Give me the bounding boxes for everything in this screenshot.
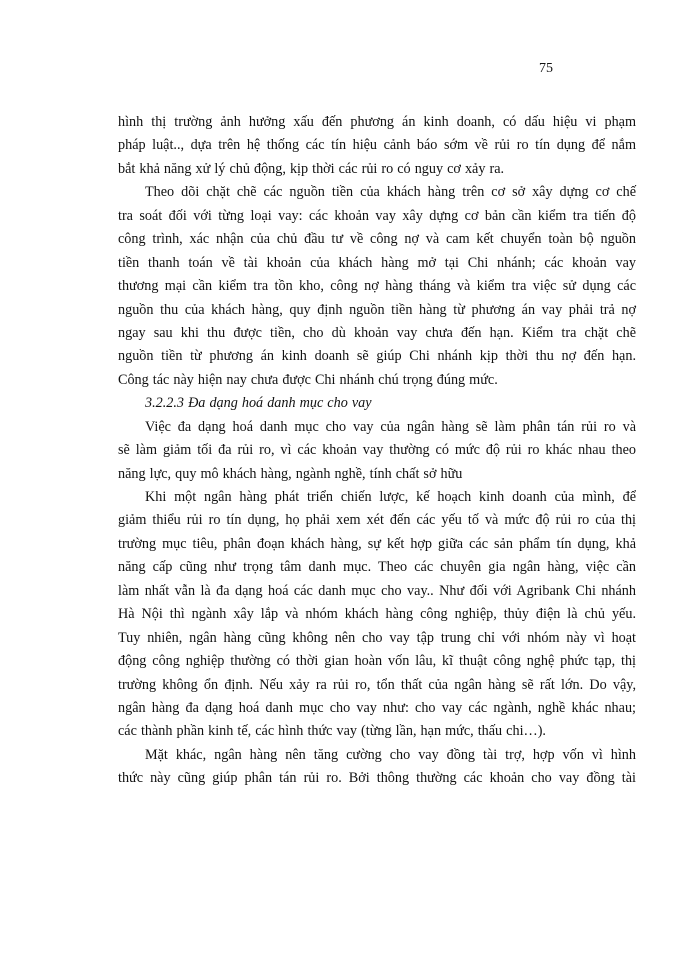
text-line: trường không ổn định. Nếu xảy ra rủi ro, tổn thất của ngân hàng sẽ rất lớn. Do vậy, bbox=[118, 676, 636, 693]
text-line: làm nhất vẫn là đa dạng hoá các danh mục cho vay.. Như đối với Agribank Chi nhánh bbox=[118, 582, 636, 599]
text-line: công trình, xác nhận của chủ đầu tư về công nợ và cam kết chuyển toàn bộ nguồn bbox=[118, 231, 636, 248]
text-line: bắt khả năng xử lý chủ động, kịp thời các rủi ro có nguy cơ xảy ra. bbox=[118, 160, 505, 177]
text-line: tiền thanh toán về tài khoản của khách hàng mở tại Chi nhánh; các khoản vay bbox=[118, 254, 636, 271]
text-line: ngay sau khi thu được tiền, cho dù khoản vay chưa đến hạn. Kiểm tra chặt chẽ bbox=[118, 324, 636, 341]
text-line: thương mại cần kiểm tra tồn kho, công nợ hàng tháng và kiểm tra việc sử dụng các bbox=[118, 278, 636, 295]
text-line: Theo dõi chặt chẽ các nguồn tiền của khách hàng trên cơ sở xây dựng cơ chế bbox=[145, 184, 636, 201]
text-line: giảm thiểu rủi ro tín dụng, họ phải xem xét đến các yếu tố và mức độ rủi ro của thị bbox=[118, 512, 636, 529]
text-line: các thành phần kinh tế, các hình thức vay (từng lần, hạn mức, thấu chi…). bbox=[118, 723, 546, 740]
text-line: sẽ làm giảm tối đa rủi ro, vì các khoản vay thường có mức độ rủi ro khác nhau theo bbox=[118, 442, 636, 459]
text-line: tra soát đối với từng loại vay: các khoản vay xây dựng cơ bản cần kiểm tra tiến độ bbox=[118, 207, 636, 224]
text-line: hình thị trường ảnh hưởng xấu đến phương án kinh doanh, có dấu hiệu vi phạm bbox=[118, 114, 636, 130]
text-line: trường mục tiêu, phân đoạn khách hàng, sự kết hợp giữa các sản phẩm tín dụng, khả bbox=[118, 535, 636, 552]
body-text bbox=[118, 111, 636, 791]
text-line: Công tác này hiện nay chưa được Chi nhánh chú trọng đúng mức. bbox=[118, 371, 498, 388]
text-line: nguồn thu của khách hàng, quy định nguồn tiền hàng từ phương án vay phải trả nợ bbox=[118, 301, 636, 318]
text-line: Khi một ngân hàng phát triển chiến lược, kế hoạch kinh doanh của mình, để bbox=[145, 489, 636, 505]
text-line: năng lực, quy mô khách hàng, ngành nghề, tính chất sở hữu bbox=[118, 465, 463, 482]
text-line: thức này cũng giúp phân tán rủi ro. Bởi thông thường các khoản cho vay đồng tài bbox=[118, 770, 636, 787]
text-line: nguồn tiền từ phương án kinh doanh sẽ giúp Chi nhánh kịp thời thu nợ đến hạn. bbox=[118, 348, 636, 365]
text-line: Mặt khác, ngân hàng nên tăng cường cho vay đồng tài trợ, hợp vốn vì hình bbox=[145, 746, 636, 763]
text-line: Hà Nội thì ngành xây lắp và nhóm khách hàng công nghiệp, thủy điện là chủ yếu. bbox=[118, 606, 636, 623]
text-line: Việc đa dạng hoá danh mục cho vay của ngân hàng sẽ làm phân tán rủi ro và bbox=[145, 418, 636, 435]
text-line: năng cấp cũng như trọng tâm danh mục. Theo các chuyên gia ngân hàng, việc cần bbox=[118, 559, 636, 576]
text-line: pháp luật.., dựa trên hệ thống các tín hiệu cảnh báo sớm về rủi ro tín dụng để nắm bbox=[118, 137, 636, 154]
page-number: 75 bbox=[539, 61, 553, 76]
section-heading: 3.2.2.3 Đa dạng hoá danh mục cho vay bbox=[145, 395, 372, 412]
text-line: động công nghiệp thường có thời gian hoàn vốn lâu, kĩ thuật công nghệ phức tạp, thị bbox=[118, 653, 636, 670]
text-line: Tuy nhiên, ngân hàng cũng không nên cho vay tập trung chỉ với nhóm này vì hoạt bbox=[118, 629, 636, 646]
text-line: ngân hàng đa dạng hoá danh mục cho vay như: cho vay các ngành, nghề khác nhau; bbox=[118, 699, 636, 716]
